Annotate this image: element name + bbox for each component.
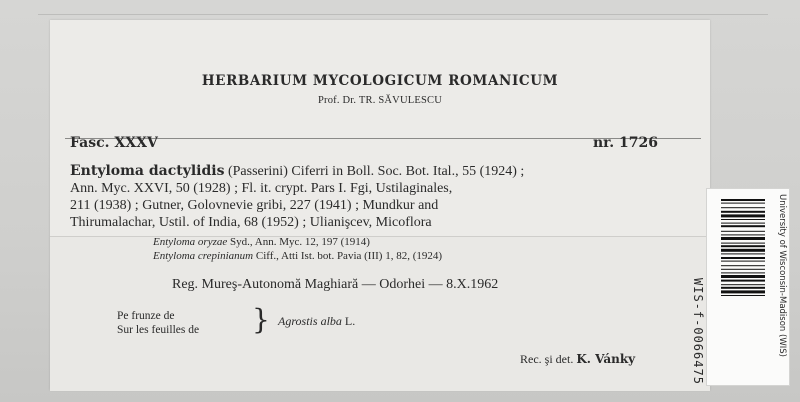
collector-name: K. Vánky bbox=[576, 352, 636, 366]
citation-text: (Passerini) Ciferri in Boll. Soc. Bot. Ital., 55 (1924) ; bbox=[224, 164, 525, 179]
host-prefix-ro: Pe frunze de bbox=[117, 310, 175, 322]
herbarium-title: HERBARIUM MYCOLOGICUM ROMANICUM bbox=[201, 73, 559, 89]
host-author: L. bbox=[341, 314, 356, 328]
barcode-institution: University of Wisconsin-Madison (WIS) bbox=[777, 194, 787, 357]
synonym-line bbox=[153, 250, 442, 262]
fascicle-number: Fasc. XXXV bbox=[70, 135, 158, 151]
collector-prefix: Rec. şi det. bbox=[520, 352, 574, 366]
host-prefix bbox=[117, 309, 199, 337]
citation-line: Ann. Myc. XXVI, 50 (1928) ; Fl. it. crypt. Pars I. Fgi, Ustilaginales, bbox=[70, 181, 453, 196]
citation-line bbox=[70, 163, 670, 180]
brace-glyph: } bbox=[252, 303, 270, 336]
synonym-line bbox=[153, 236, 370, 248]
collector-line bbox=[520, 352, 635, 367]
synonym-reference: Syd., Ann. Myc. 12, 197 (1914) bbox=[227, 236, 370, 248]
citation-line: Thirumalachar, Ustil. of India, 68 (1952) ; Ulianişcev, Micoflora bbox=[70, 215, 432, 230]
collection-locality: Reg. Mureş-Autonomă Maghiară — Odorhei — 8.X.1962 bbox=[172, 277, 499, 292]
barcode-graphic bbox=[721, 199, 765, 347]
synonym-name: Entyloma crepinianum bbox=[153, 250, 254, 262]
barcode-number: WIS-f-0066475 bbox=[691, 278, 705, 385]
taxon-name: Entyloma dactylidis bbox=[70, 163, 225, 179]
envelope-flap-edge bbox=[38, 14, 768, 15]
host-name: Agrostis alba bbox=[278, 314, 342, 328]
synonym-name: Entyloma oryzae bbox=[153, 236, 228, 248]
editor-line: Prof. Dr. TR. SĂVULESCU bbox=[317, 95, 442, 106]
taxon-citation bbox=[70, 163, 670, 231]
host-plant bbox=[278, 314, 355, 329]
specimen-number: nr. 1726 bbox=[593, 135, 658, 151]
host-prefix-fr: Sur les feuilles de bbox=[117, 324, 200, 336]
citation-line: 211 (1938) ; Gutner, Golovnevie gribi, 227 (1941) ; Mundkur and bbox=[70, 198, 439, 213]
synonym-reference: Ciff., Atti Ist. bot. Pavia (III) 1, 82, (1924) bbox=[253, 250, 443, 262]
